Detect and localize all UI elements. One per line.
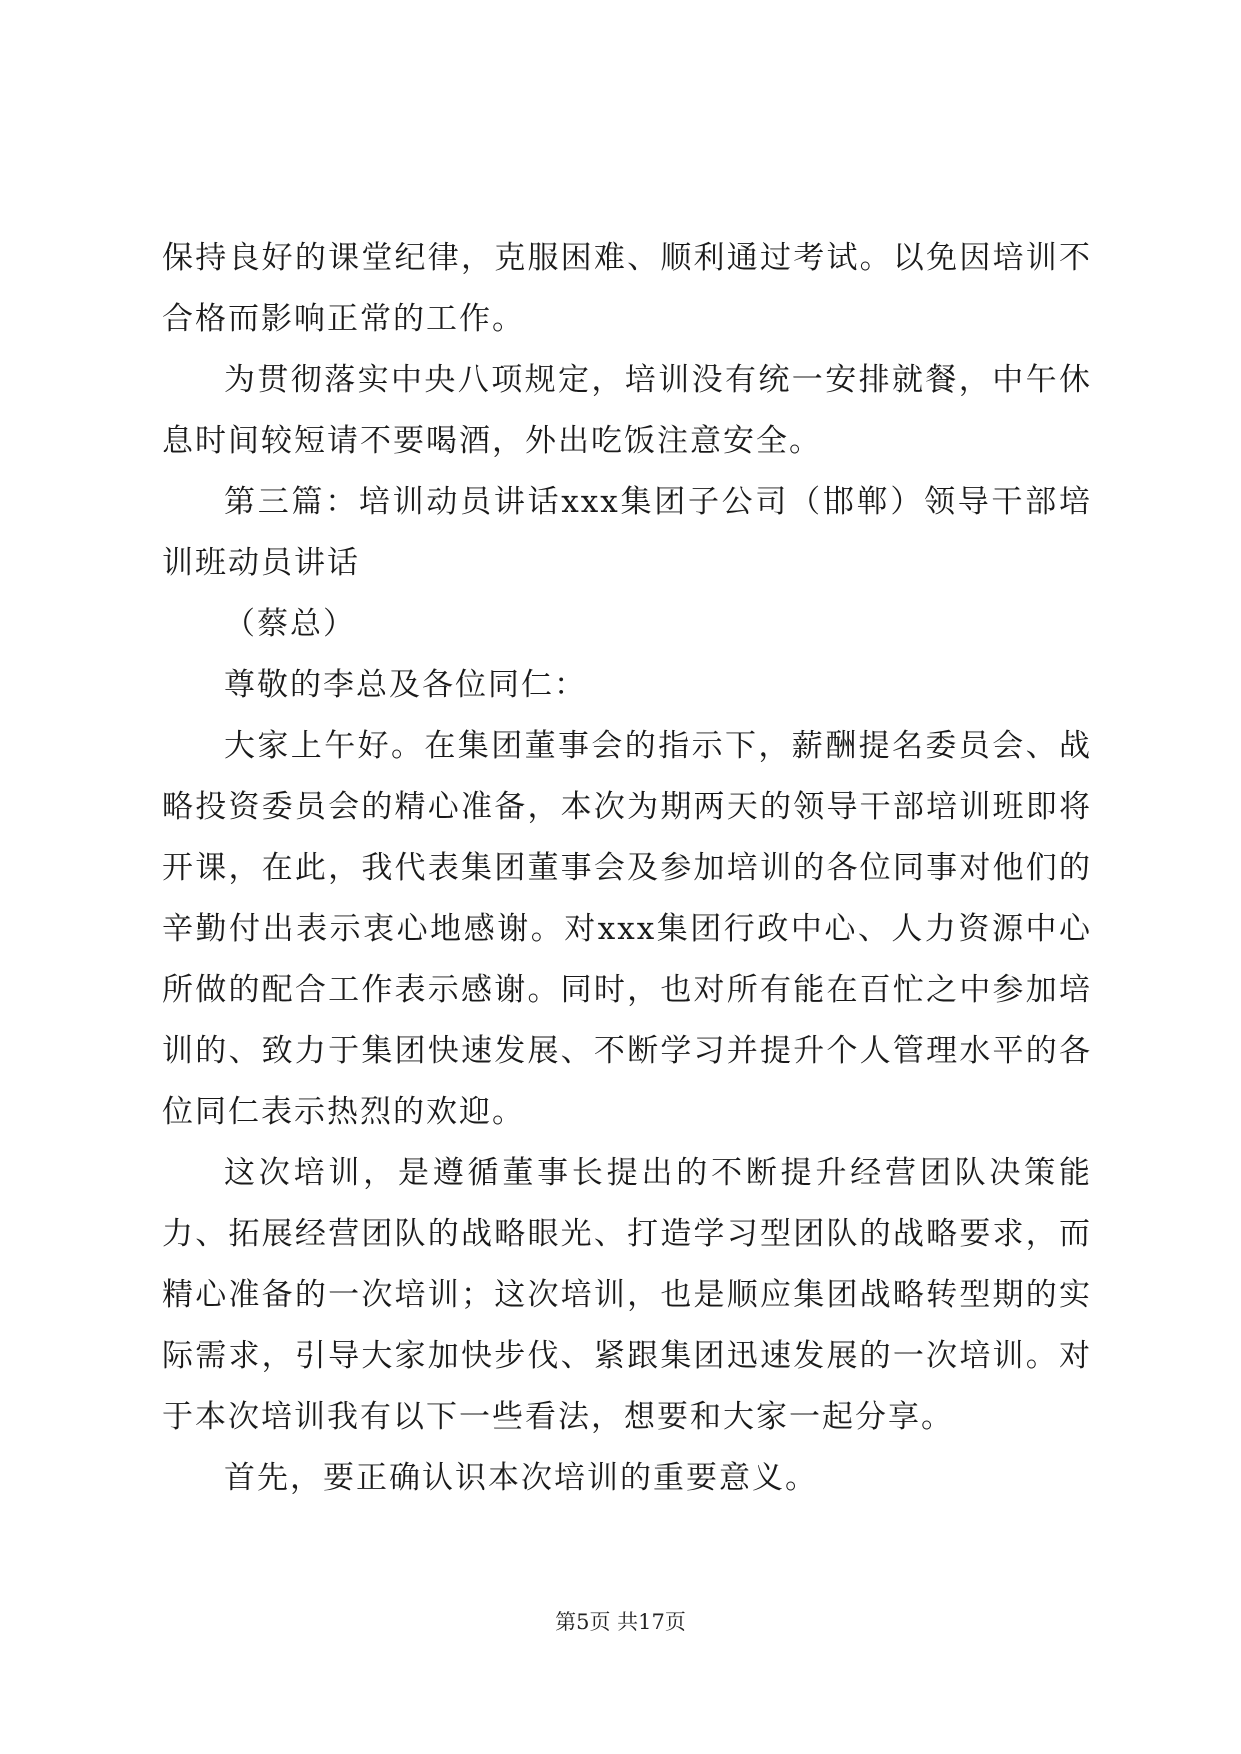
document-body: [162, 228, 1092, 1509]
paragraph-welcome: 大家上午好。在集团董事会的指示下，薪酬提名委员会、战略投资委员会的精心准备，本次为期两天的领导干部培训班即将开课，在此，我代表集团董事会及参加培训的各位同事对他们的辛勤付出表示衷心地感谢。对xxx集团行政中心、人力资源中心所做的配合工作表示感谢。同时，也对所有能在百忙之中参加培训的、致力于集团快速发展、不断学习并提升个人管理水平的各位同仁表示热烈的欢迎。: [162, 728, 1092, 1130]
page-number: 第5页 共17页: [555, 1610, 686, 1634]
paragraph-first-point: 首先，要正确认识本次培训的重要意义。: [224, 1460, 818, 1496]
paragraph-dining-notice: 为贯彻落实中央八项规定，培训没有统一安排就餐，中午休息时间较短请不要喝酒，外出吃饭注意安全。: [162, 362, 1092, 459]
section-heading: 第三篇：培训动员讲话xxx集团子公司（邯郸）领导干部培训班动员讲话: [162, 484, 1092, 581]
paragraph-purpose: 这次培训，是遵循董事长提出的不断提升经营团队决策能力、拓展经营团队的战略眼光、打造学习型团队的战略要求，而精心准备的一次培训；这次培训，也是顺应集团战略转型期的实际需求，引导大家加快步伐、紧跟集团迅速发展的一次培训。对于本次培训我有以下一些看法，想要和大家一起分享。: [162, 1155, 1092, 1435]
salutation: 尊敬的李总及各位同仁：: [224, 667, 587, 703]
paragraph-continuation: 保持良好的课堂纪律，克服困难、顺利通过考试。以免因培训不合格而影响正常的工作。: [162, 240, 1092, 337]
page-footer: [0, 1607, 1241, 1637]
speaker-note: （蔡总）: [224, 606, 356, 642]
